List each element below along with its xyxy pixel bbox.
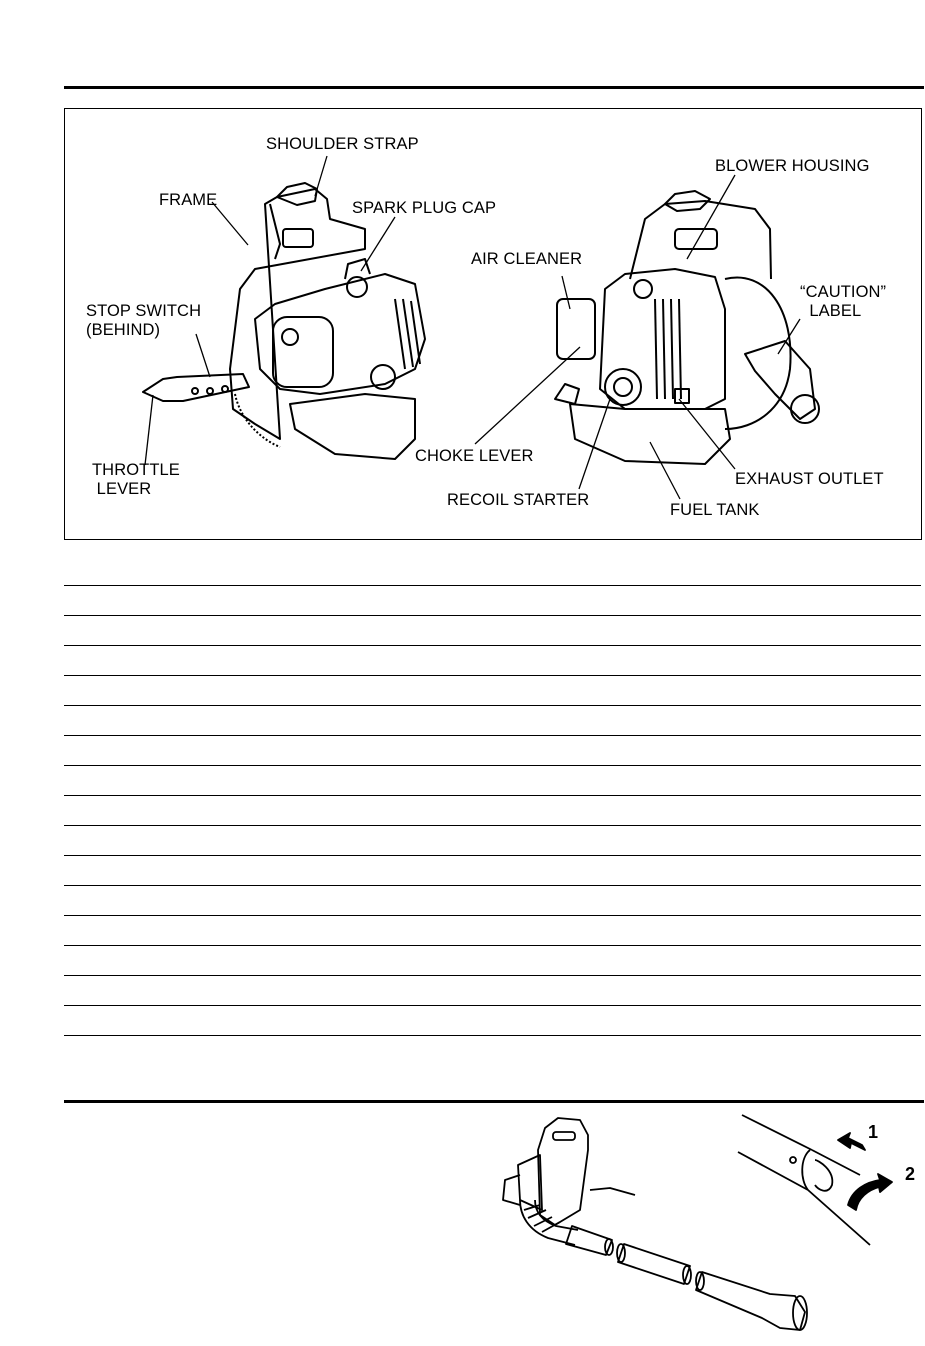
label-choke-lever: CHOKE LEVER <box>415 447 534 465</box>
ruled-line <box>64 585 921 586</box>
ruled-line <box>64 735 921 736</box>
ruled-line <box>64 765 921 766</box>
label-caution: “CAUTION” LABEL <box>800 283 887 320</box>
ruled-line <box>64 645 921 646</box>
arrow-1-icon <box>838 1133 865 1150</box>
arrow-2-icon <box>848 1174 892 1210</box>
flex-hose <box>520 1200 578 1245</box>
step-number-1: 1 <box>868 1122 879 1142</box>
label-frame: FRAME <box>159 191 218 209</box>
section-rule <box>64 1100 924 1103</box>
pipe-joint-detail <box>738 1115 870 1245</box>
step-number-2: 2 <box>905 1164 916 1184</box>
blower-right-view <box>555 191 819 464</box>
ruled-line <box>64 795 921 796</box>
blower-nozzle <box>696 1272 807 1330</box>
ruled-line <box>64 1035 921 1036</box>
label-spark-plug-cap: SPARK PLUG CAP <box>352 199 497 217</box>
ruled-line <box>64 675 921 676</box>
blower-backpack-small <box>503 1118 635 1225</box>
label-shoulder-strap: SHOULDER STRAP <box>266 135 419 153</box>
ruled-line <box>64 825 921 826</box>
label-throttle-lever: THROTTLE LEVER <box>92 461 180 498</box>
ruled-line <box>64 855 921 856</box>
ruled-line <box>64 975 921 976</box>
label-blower-housing: BLOWER HOUSING <box>715 157 870 175</box>
ruled-line <box>64 705 921 706</box>
label-stop-switch: STOP SWITCH (BEHIND) <box>86 302 202 339</box>
ruled-line <box>64 885 921 886</box>
component-figure <box>64 108 922 540</box>
ruled-line <box>64 915 921 916</box>
ruled-line <box>64 615 921 616</box>
ruled-line <box>64 945 921 946</box>
blower-pipe-1 <box>566 1226 613 1255</box>
label-fuel-tank: FUEL TANK <box>670 501 760 519</box>
ruled-line <box>64 1005 921 1006</box>
label-air-cleaner: AIR CLEANER <box>471 250 583 268</box>
label-recoil-starter: RECOIL STARTER <box>447 491 590 509</box>
header-rule <box>64 86 924 89</box>
label-exhaust-outlet: EXHAUST OUTLET <box>735 470 884 488</box>
blower-pipe-2 <box>617 1244 691 1284</box>
